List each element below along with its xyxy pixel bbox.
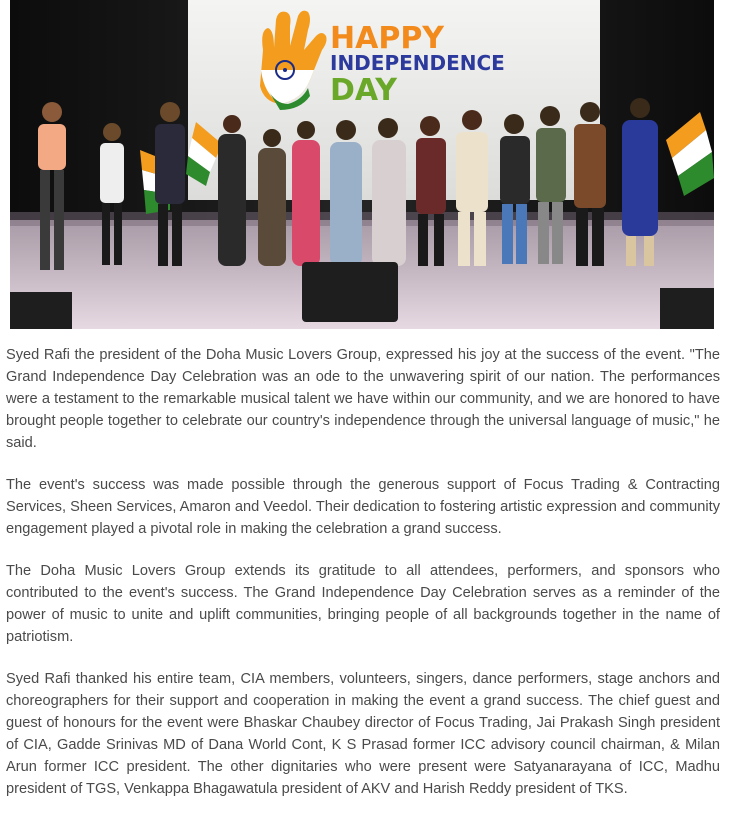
article-paragraph: Syed Rafi thanked his entire team, CIA members, volunteers, singers, dance performers, stage anchors and choreographers for their support and cooperation in making the event a grand success. The chief guest and guest of honours for the event were Bhaskar Chaubey director of Focus Trading, Jai Prakash Singh president of CIA, Gadde Srinivas MD of Dana World Cont, K S Prasad former ICC advisory council chairman, & Milan Arun former ICC president. The other dignitaries who were present were Satyanarayana of ICC, Madhu president of TGS, Venkappa Bhagawatula president of AKV and Harish Reddy president of TKS. xyxy=(6,671,720,797)
banner-line2: INDEPENDENCE xyxy=(330,51,505,75)
article-paragraph: The event's success was made possible through the generous support of Focus Trading & Contracting Services, Sheen Services, Amaron and Veedol. Their dedication to fostering artistic expression and community engagement played a pivotal role in making the celebration a grand success. xyxy=(6,477,720,537)
stage-speaker xyxy=(302,262,398,322)
stage-scene xyxy=(10,0,714,329)
banner-line3: DAY xyxy=(330,73,397,108)
event-photo xyxy=(10,0,714,329)
article-paragraph: Syed Rafi the president of the Doha Music Lovers Group, expressed his joy at the success of the event. "The Grand Independence Day Celebration was an ode to the unwavering spirit of our nation. The performances were a testament to the remarkable musical talent we have within our community, and we are honored to have brought people together to celebrate our country's independence through the universal language of music," he said. xyxy=(6,347,720,451)
stage-speaker xyxy=(10,292,72,329)
article-body xyxy=(6,344,720,820)
article-paragraph: The Doha Music Lovers Group extends its gratitude to all attendees, performers, and sponsors who contributed to the event's success. The Grand Independence Day Celebration serves as a reminder of the power of music to unite and uplift communities, bringing people of all backgrounds together in the name of patriotism. xyxy=(6,563,720,645)
banner-line1: HAPPY xyxy=(330,21,445,56)
stage-speaker xyxy=(660,288,714,329)
